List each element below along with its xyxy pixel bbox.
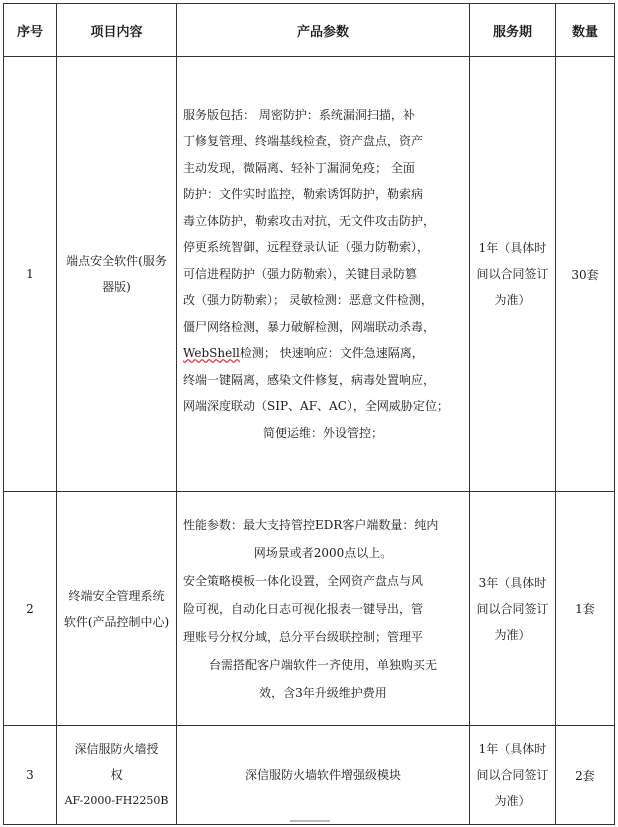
- param-line: 简便运维：外设管控；: [262, 425, 383, 440]
- row-params: 深信服防火墙软件增强级模块: [177, 726, 470, 825]
- table-row: [4, 492, 615, 726]
- param-line: 险可视，自动化日志可视化报表一键导出，管: [183, 601, 424, 616]
- row-params: [177, 492, 470, 726]
- webshell-term: WebShell: [183, 346, 240, 361]
- item-line: 权: [110, 768, 123, 782]
- header-service: 服务期: [470, 4, 556, 57]
- row-item: 终端安全管理系统软件(产品控制中心): [57, 492, 177, 726]
- row-item: [57, 726, 177, 825]
- param-line: 理账号分权分域，总分平台级联控制；管理平: [183, 629, 424, 644]
- param-line: 防护：文件实时监控，勒索诱饵防护，勒索病: [183, 187, 424, 202]
- param-line: 僵尸网络检测，暴力破解检测，网端联动杀毒，: [183, 319, 436, 334]
- param-line: 改（强力防勒索）； 灵敏检测：恶意文件检测，: [183, 293, 433, 308]
- param-line: 性能参数：最大支持管控EDR客户端数量：纯内: [183, 517, 439, 532]
- header-item: 项目内容: [57, 4, 177, 57]
- param-line: 安全策略模板一体化设置，全网资产盘点与风: [183, 573, 424, 588]
- row-no: 2: [4, 492, 57, 726]
- row-item: 端点安全软件(服务器版): [57, 57, 177, 492]
- row-no: 3: [4, 726, 57, 825]
- param-line: 效，含3年升级维护费用: [259, 685, 387, 700]
- param-line: 服务版包括： 周密防护：系统漏洞扫描，补: [183, 107, 415, 122]
- header-no: 序号: [4, 4, 57, 57]
- table-row: [4, 726, 615, 825]
- header-row: [4, 4, 615, 57]
- row-no: 1: [4, 57, 57, 492]
- param-line: [183, 340, 463, 367]
- page-edge-mark: [290, 820, 330, 822]
- param-line: 终端一键隔离，感染文件修复，病毒处置响应，: [183, 372, 436, 387]
- table-row: [4, 57, 615, 492]
- header-params: 产品参数: [177, 4, 470, 57]
- procurement-table: [3, 3, 615, 825]
- param-line: 丁修复管理、终端基线检查，资产盘点，资产: [183, 134, 424, 149]
- param-line: 网场景或者2000点以上。: [253, 545, 393, 560]
- param-line: 停更系统智御，远程登录认证（强力防勒索），: [183, 240, 430, 255]
- row-service: 1年（具体时间以合同签订为准）: [470, 726, 556, 825]
- row-qty: 2套: [556, 726, 615, 825]
- param-line: 主动发现，微隔离、轻补丁漏洞免疫； 全面: [183, 160, 415, 175]
- row-qty: 1套: [556, 492, 615, 726]
- row-qty: 30套: [556, 57, 615, 492]
- item-line: 深信服防火墙授: [74, 742, 159, 756]
- param-line: 台需搭配客户端软件一齐使用，单独购买无: [208, 657, 437, 672]
- header-qty: 数量: [556, 4, 615, 57]
- row-service: 3年（具体时间以合同签订为准）: [470, 492, 556, 726]
- param-line: 可信进程防护（强力防勒索），关键目录防篡: [183, 266, 418, 281]
- param-line-rest: 检测； 快速响应：文件急速隔离，: [239, 346, 424, 361]
- item-line: AF-2000-FH2250B: [64, 794, 169, 807]
- row-service: 1年（具体时间以合同签订为准）: [470, 57, 556, 492]
- row-params: [177, 57, 470, 492]
- param-line: 毒立体防护，勒索攻击对抗，无文件攻击防护，: [183, 213, 436, 228]
- param-line: 网端深度联动（SIP、AF、AC），全网威胁定位；: [183, 399, 449, 414]
